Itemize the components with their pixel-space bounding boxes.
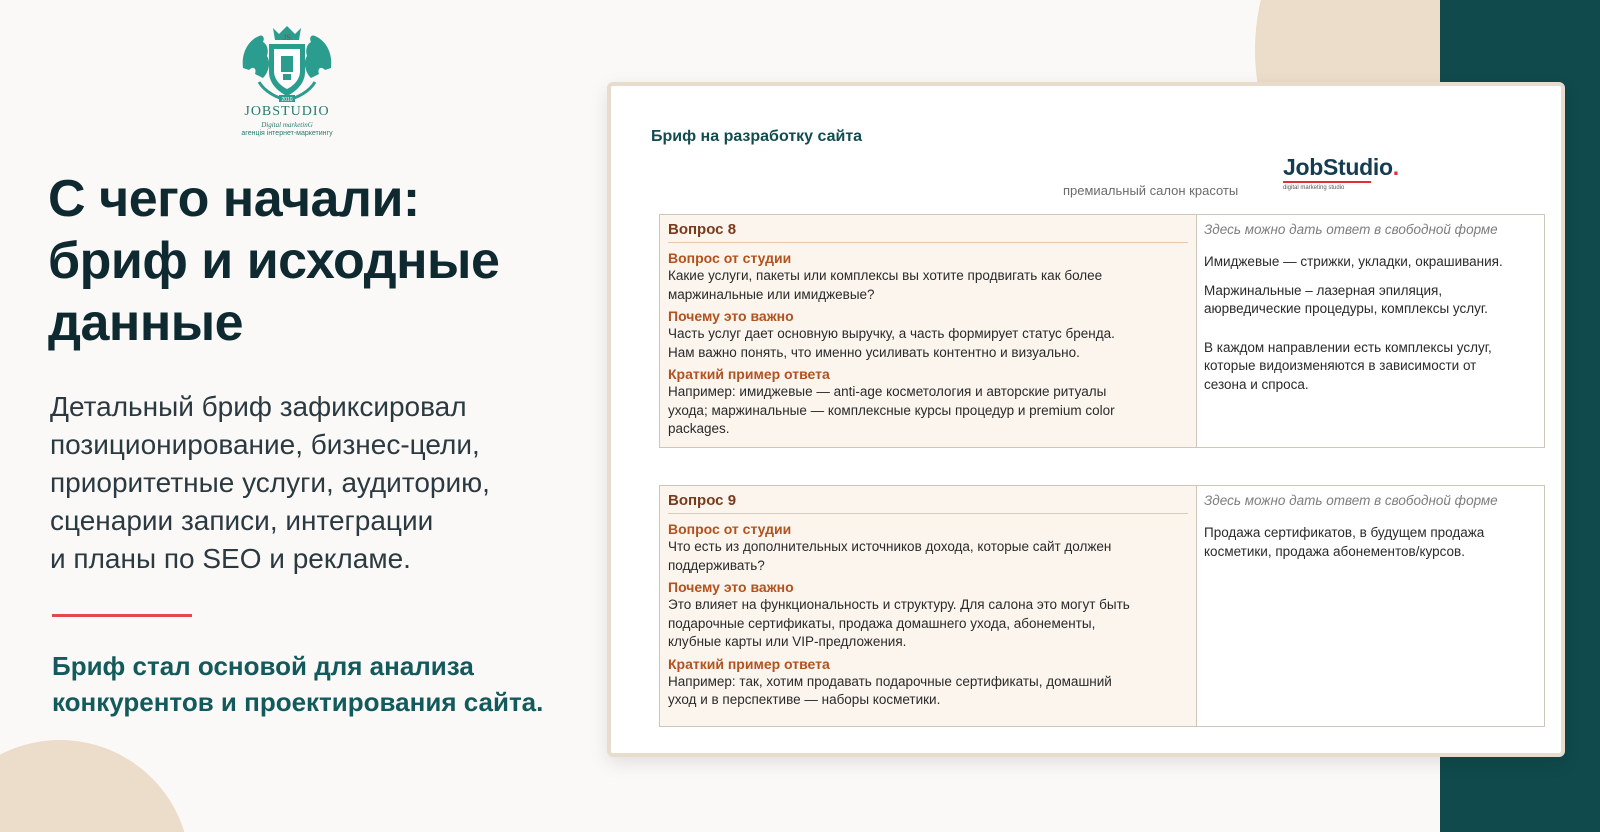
answer-text [1204, 339, 1537, 395]
logo-name: JOBSTUDIO [244, 104, 330, 119]
question-line: поддерживать? [668, 557, 765, 573]
answer-line: которые видоизменяются в зависимости от [1204, 358, 1477, 373]
conclusion-text [52, 648, 612, 720]
page-title [48, 168, 608, 354]
answer-line: аюрведические процедуры, комплексы услуг. [1204, 301, 1488, 316]
answer-line: Имиджевые — стрижки, укладки, окрашивания. [1204, 254, 1503, 269]
question-text [668, 267, 1188, 304]
answer-hint: Здесь можно дать ответ в свободной форме [1204, 493, 1498, 508]
conclusion-line: конкурентов и проектирования сайта. [52, 687, 544, 717]
answer-cell [1197, 486, 1544, 726]
logo-tagline: агенція інтернет-маркетингу [241, 130, 333, 137]
description-line: приоритетные услуги, аудиторию, [50, 467, 490, 498]
description-line: Детальный бриф зафиксировал [50, 391, 467, 422]
question-text [668, 538, 1188, 575]
question-cell [660, 215, 1197, 447]
why-text [668, 596, 1188, 652]
logo-year: 2010 [281, 97, 293, 103]
page-title-line: данные [48, 294, 244, 352]
brief-document-card [607, 82, 1565, 757]
question-label: Вопрос от студии [668, 521, 792, 537]
example-label: Краткий пример ответа [668, 655, 830, 672]
question-line: маржинальные или имиджевые? [668, 286, 875, 302]
why-label: Почему это важно [668, 579, 794, 595]
answer-line: сезона и спроса. [1204, 376, 1309, 392]
question-cell [660, 486, 1197, 726]
logo-subtitle: Digital marketinG [261, 121, 313, 129]
question-table-9 [659, 485, 1545, 727]
question-label: Вопрос от студии [668, 250, 792, 266]
document-title: Бриф на разработку сайта [651, 128, 863, 145]
why-line: клубные карты или VIP-предложения. [668, 634, 907, 649]
answer-text [1204, 253, 1537, 272]
example-line: Например: имиджевые — anti-age косметология и авторские ритуалы [668, 384, 1107, 399]
conclusion-line: Бриф стал основой для анализа [52, 651, 474, 681]
brand-underline [1283, 181, 1371, 183]
crest-icon [237, 22, 337, 104]
accent-divider [52, 614, 192, 617]
brand-name [1283, 154, 1433, 181]
example-line: ухода; маржинальные — комплексные курсы процедур и premium color [668, 402, 1115, 418]
brand-name-text: JobStudio [1283, 154, 1393, 180]
example-text [668, 673, 1188, 710]
decorative-circle-bottom [0, 740, 190, 832]
description-line: позиционирование, бизнес-цели, [50, 429, 480, 460]
answer-line: В каждом направлении есть комплексы услуг, [1204, 339, 1492, 355]
example-line: packages. [668, 421, 730, 436]
answer-line: Продажа сертификатов, в будущем продажа [1204, 525, 1485, 540]
why-line: Часть услуг дает основную выручку, а часть формирует статус бренда. [668, 326, 1115, 341]
page-title-line: С чего начали: [48, 170, 420, 228]
description-line: и планы по SEO и рекламе. [50, 543, 411, 574]
description-line: сценарии записи, интеграции [50, 505, 434, 536]
why-line: Это влияет на функциональность и структуру. Для салона это могут быть [668, 597, 1130, 612]
example-line: уход и в перспективе — наборы косметики. [668, 692, 941, 707]
why-text [668, 325, 1188, 362]
answer-hint: Здесь можно дать ответ в свободной форме [1204, 222, 1498, 237]
question-heading: Вопрос 9 [668, 492, 1188, 514]
example-line: Например: так, хотим продавать подарочные сертификаты, домашний [668, 673, 1112, 689]
jobstudio-logo [232, 22, 342, 144]
example-label: Краткий пример ответа [668, 366, 830, 382]
answer-cell [1197, 215, 1544, 447]
brand-subtitle: digital marketing studio [1283, 185, 1345, 191]
document-client: премиальный салон красоты [1063, 183, 1239, 198]
example-text [668, 383, 1188, 439]
answer-line: Маржинальные – лазерная эпиляция, [1204, 282, 1443, 298]
question-line: Какие услуги, пакеты или комплексы вы хотите продвигать как более [668, 268, 1103, 283]
answer-text [1204, 524, 1537, 561]
answer-text [1204, 282, 1537, 319]
why-line: подарочные сертификаты, продажа домашнего ухода, абонементы, [668, 615, 1096, 631]
logo-monogram: JS [283, 33, 291, 42]
description-paragraph [50, 388, 590, 578]
question-table-8 [659, 214, 1545, 448]
brand-dot: . [1392, 154, 1399, 180]
question-line: Что есть из дополнительных источников дохода, которые сайт должен [668, 539, 1112, 554]
answer-line: косметики, продажа абонементов/курсов. [1204, 543, 1465, 559]
question-heading: Вопрос 8 [668, 221, 1188, 243]
page-title-line: бриф и исходные [48, 232, 500, 290]
document-brand-logo [1283, 154, 1433, 191]
why-label: Почему это важно [668, 308, 794, 324]
why-line: Нам важно понять, что именно усиливать контентно и визуально. [668, 344, 1080, 360]
